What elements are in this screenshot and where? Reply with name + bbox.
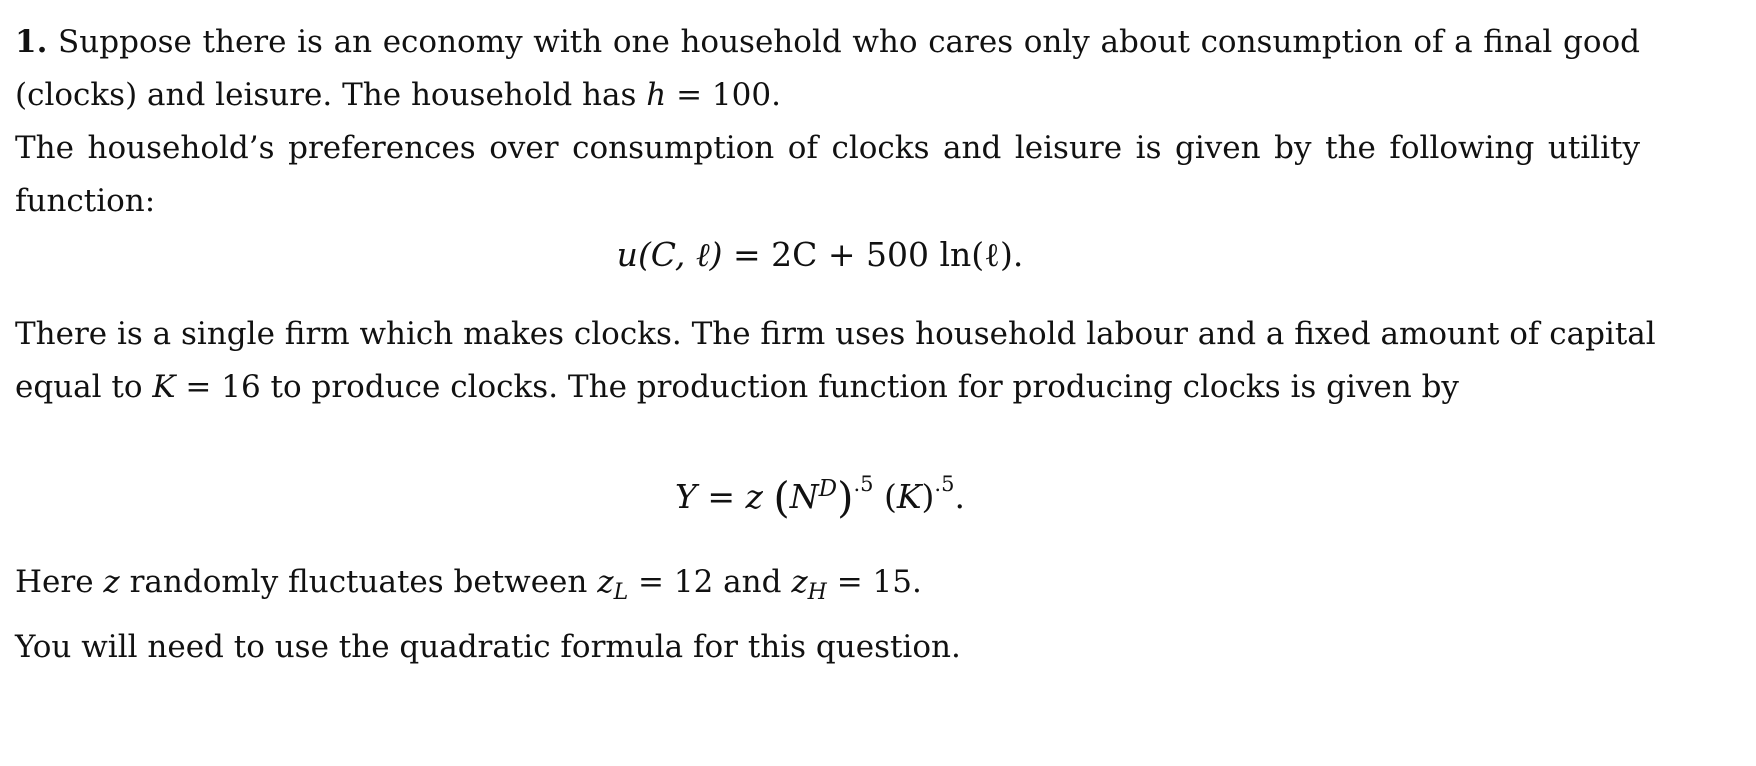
prod-z: z — [745, 477, 763, 516]
para2-line1: The household’s preferences over consumption of clocks and leisure is given by the following utility — [15, 130, 1640, 166]
para3-line1: There is a single firm which makes clocks. The firm uses household labour and a fixed amount of capital — [15, 316, 1656, 352]
var-zL: z — [597, 564, 614, 600]
var-K: K — [152, 369, 176, 405]
para1-line1-text: Suppose there is an economy with one household who cares only about consumption of a final good — [58, 24, 1640, 60]
prod-Y: Y — [675, 477, 697, 516]
para4-mid1: randomly fluctuates between — [119, 564, 598, 600]
problem-number: 1. — [15, 24, 48, 60]
para5: You will need to use the quadratic formula for this question. — [15, 629, 961, 665]
prod-N: N — [789, 477, 819, 516]
var-h: h — [646, 77, 667, 113]
prod-exp2: .5 — [934, 472, 955, 496]
prod-exp1: .5 — [853, 472, 874, 496]
prod-equals: = — [696, 477, 746, 516]
var-z: z — [103, 564, 120, 600]
para3-line2-pre: equal to — [15, 369, 153, 405]
utility-equation — [0, 233, 1640, 277]
close-paren: ) — [837, 473, 854, 522]
prod-D: D — [818, 476, 838, 502]
para4-post: = 15. — [826, 564, 922, 600]
para4-pre: Here — [15, 564, 104, 600]
utility-args: (C, ℓ) — [637, 235, 723, 274]
production-equation: Y = z $(N^D)^{.5}$ $(K)^{.5}$. — [675, 472, 965, 522]
para3-line2 — [15, 367, 1459, 407]
para1-line2-pre: (clocks) and leisure. The household has — [15, 77, 647, 113]
open-paren: ( — [773, 473, 790, 522]
para2-line2: function: — [15, 183, 156, 219]
para1-line1 — [15, 22, 1640, 62]
prod-K: K — [896, 477, 922, 516]
para1-line2 — [15, 75, 781, 115]
sub-L: L — [613, 580, 629, 605]
para3-line2-post: = 16 to produce clocks. The production function for producing clocks is given by — [175, 369, 1459, 405]
utility-fn: u — [616, 235, 638, 274]
utility-rhs: = 2C + 500 ln(ℓ). — [722, 235, 1024, 274]
sub-H: H — [807, 580, 827, 605]
para1-line2-post: = 100. — [666, 77, 781, 113]
var-zH: z — [791, 564, 808, 600]
para4-mid2: = 12 and — [628, 564, 792, 600]
para4 — [15, 562, 922, 613]
prod-end: . — [954, 477, 965, 516]
